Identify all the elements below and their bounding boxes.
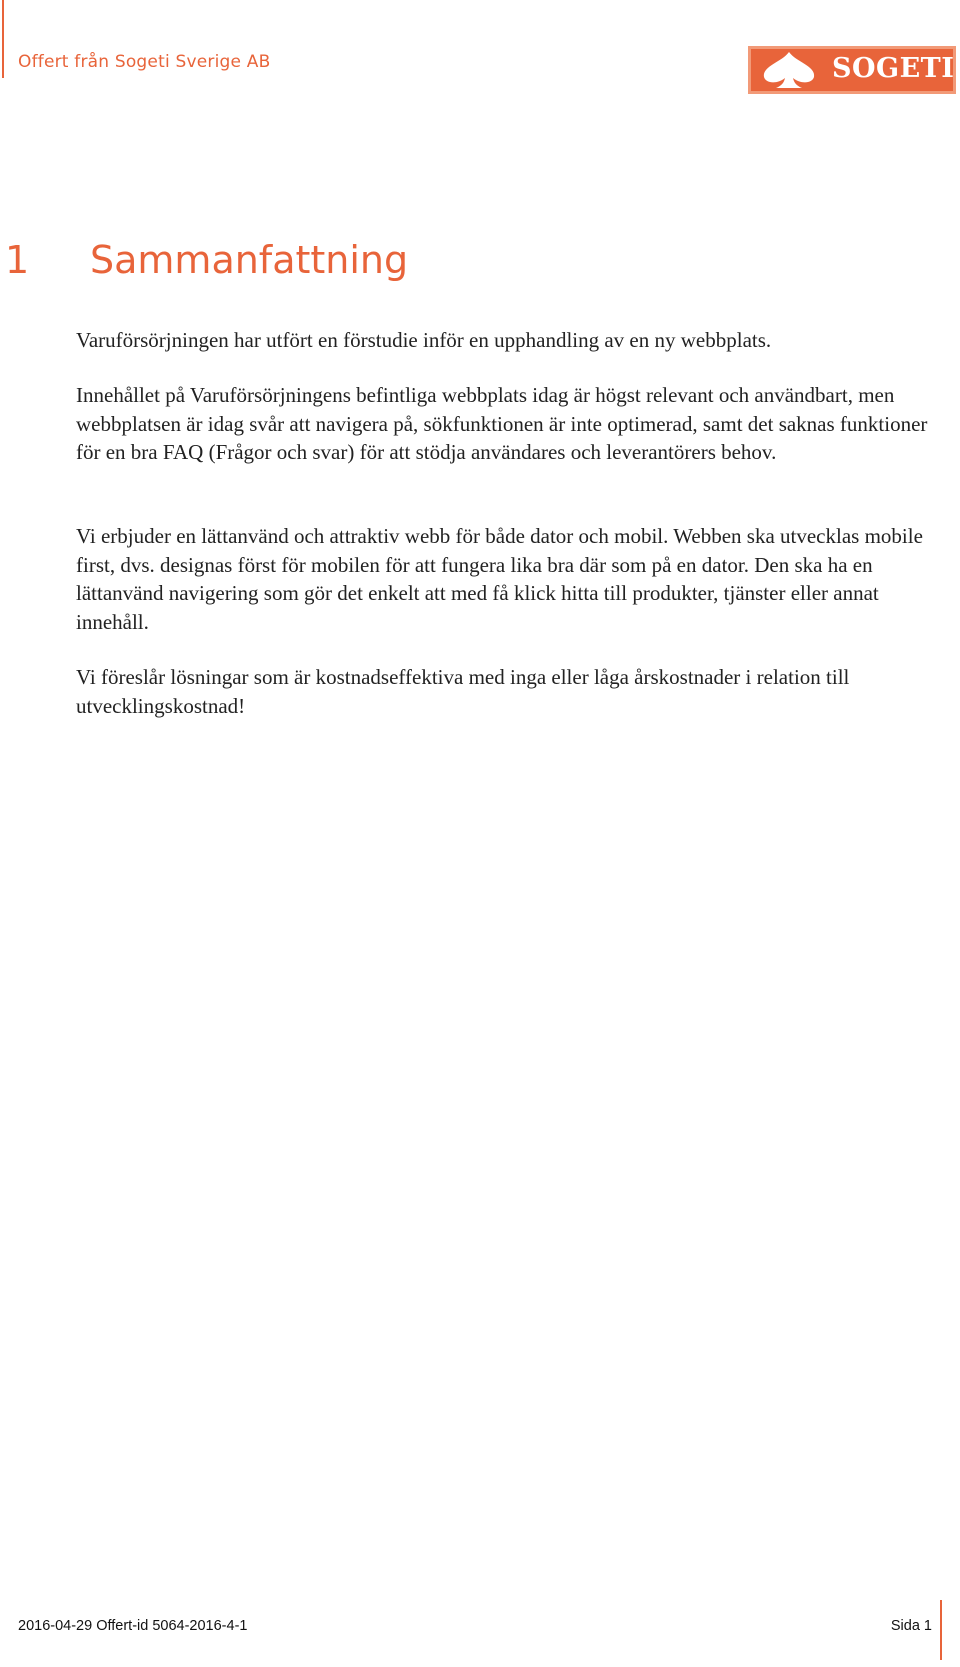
paragraph-current-site: Innehållet på Varuförsörjningens befintliga webbplats idag är högst relevant och användbart, men webbplatsen är idag svår att navigera på, sökfunktionen är inte optimerad, samt det saknas funktioner för en bra FAQ (Frågor och svar) för att stödja användares och leverantörers behov. (76, 383, 928, 464)
footer-page-number: Sida 1 (890, 1618, 932, 1634)
paragraph-offer: Vi erbjuder en lättanvänd och attraktiv webb för både dator och mobil. Webben ska utvecklas mobile first, dvs. designas först för mobilen för att fungera lika bra där som på en dator. Den ska ha en lättanvänd navigering som gör det enkelt att med få klick hitta till produkter, tjänster eller annat innehåll. (76, 524, 923, 634)
sogeti-logo (748, 46, 956, 94)
section-title: Sammanfattning (90, 238, 409, 282)
footer-offer-id: 2016-04-29 Offert-id 5064-2016-4-1 (18, 1618, 248, 1634)
spade-icon (754, 50, 824, 90)
paragraph-cost: Vi föreslår lösningar som är kostnadseffektiva med inga eller låga årskostnader i relation till utvecklingskostnad! (76, 665, 850, 718)
section-number: 1 (5, 238, 30, 282)
footer-accent-bar (940, 1600, 942, 1660)
paragraph-intro: Varuförsörjningen har utfört en förstudie inför en upphandling av en ny webbplats. (76, 328, 772, 352)
header-accent-bar (2, 0, 4, 78)
logo-wordmark: SOGETI (832, 53, 955, 84)
document-header-title: Offert från Sogeti Sverige AB (18, 52, 271, 72)
